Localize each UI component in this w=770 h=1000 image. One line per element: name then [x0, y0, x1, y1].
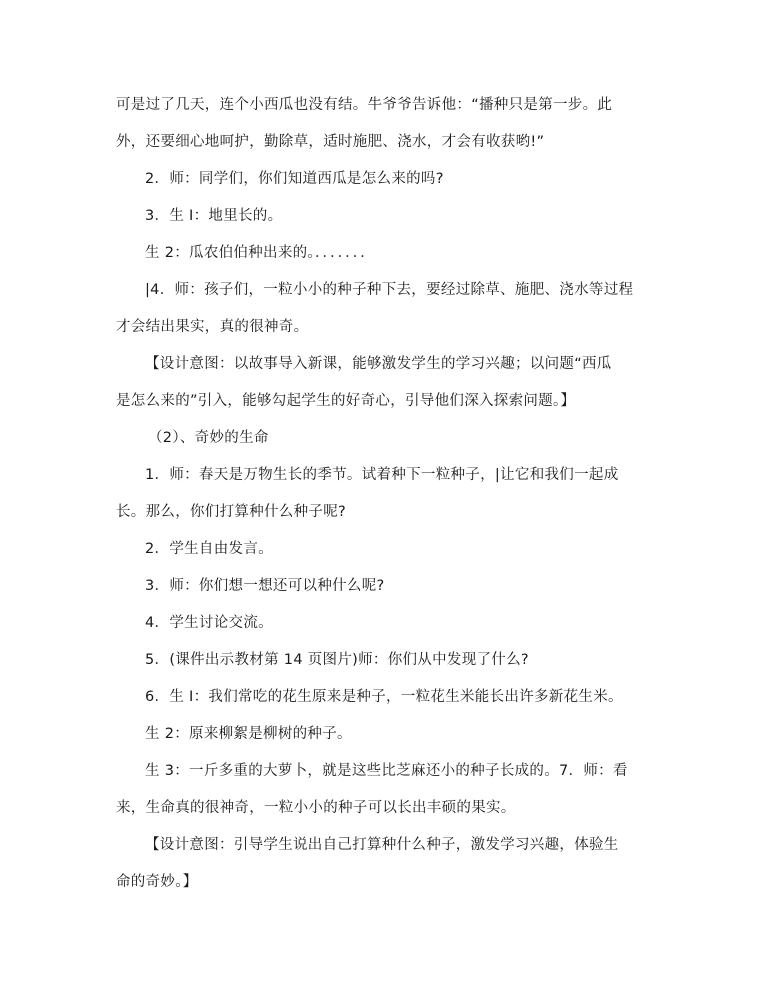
paragraph-line: 才会结出果实，真的很神奇。 — [116, 319, 309, 335]
paragraph-line: 生 2：瓜农伯伯种出来的。．．．．．．． — [145, 245, 376, 261]
paragraph-line: 2．师：同学们，你们知道西瓜是怎么来的吗? — [145, 171, 444, 187]
paragraph-line: 长。那么，你们打算种什么种子呢? — [116, 504, 346, 520]
paragraph-line: 生 3：一斤多重的大萝卜，就是这些比芝麻还小的种子长成的。7．师：看 — [145, 763, 628, 779]
paragraph-line: 生 2：原来柳絮是柳树的种子。 — [145, 726, 352, 742]
paragraph-line: 可是过了几天，连个小西瓜也没有结。牛爷爷告诉他：“播种只是第一步。此 — [116, 97, 613, 113]
paragraph-line: 4．学生讨论交流。 — [145, 615, 273, 631]
design-intent-line: 【设计意图：引导学生说出自己打算种什么种子，激发学习兴趣，体验生 — [145, 837, 619, 853]
design-intent-line: 【设计意图：以故事导入新课，能够激发学生的学习兴趣；以问题“西瓜 — [145, 356, 612, 372]
paragraph-line: 6．生 I：我们常吃的花生原来是种子，一粒花生米能长出许多新花生米。 — [145, 689, 623, 705]
paragraph-line: 3．生 I：地里长的。 — [145, 208, 283, 224]
paragraph-line: 5．(课件出示教材第 14 页图片)师：你们从中发现了什么? — [145, 652, 529, 668]
paragraph-line: 1．师：春天是万物生长的季节。试着种下一粒种子，|让它和我们一起成 — [145, 467, 619, 483]
paragraph-line: 3．师：你们想一想还可以种什么呢? — [145, 578, 385, 594]
paragraph-line: 来，生命真的很神奇，一粒小小的种子可以长出丰硕的果实。 — [116, 800, 516, 816]
paragraph-line: 2．学生自由发言。 — [145, 541, 273, 557]
paragraph-line: |4．师：孩子们，一粒小小的种子种下去，要经过除草、施肥、浇水等过程 — [145, 282, 634, 298]
design-intent-line: 命的奇妙。】 — [116, 874, 198, 890]
section-heading: （2）、奇妙的生命 — [148, 430, 269, 446]
design-intent-line: 是怎么来的”引入，能够勾起学生的好奇心，引导他们深入探索问题。】 — [116, 393, 576, 409]
paragraph-line: 外，还要细心地呵护，勤除草，适时施肥、浇水，才会有收获哟!” — [116, 134, 545, 150]
